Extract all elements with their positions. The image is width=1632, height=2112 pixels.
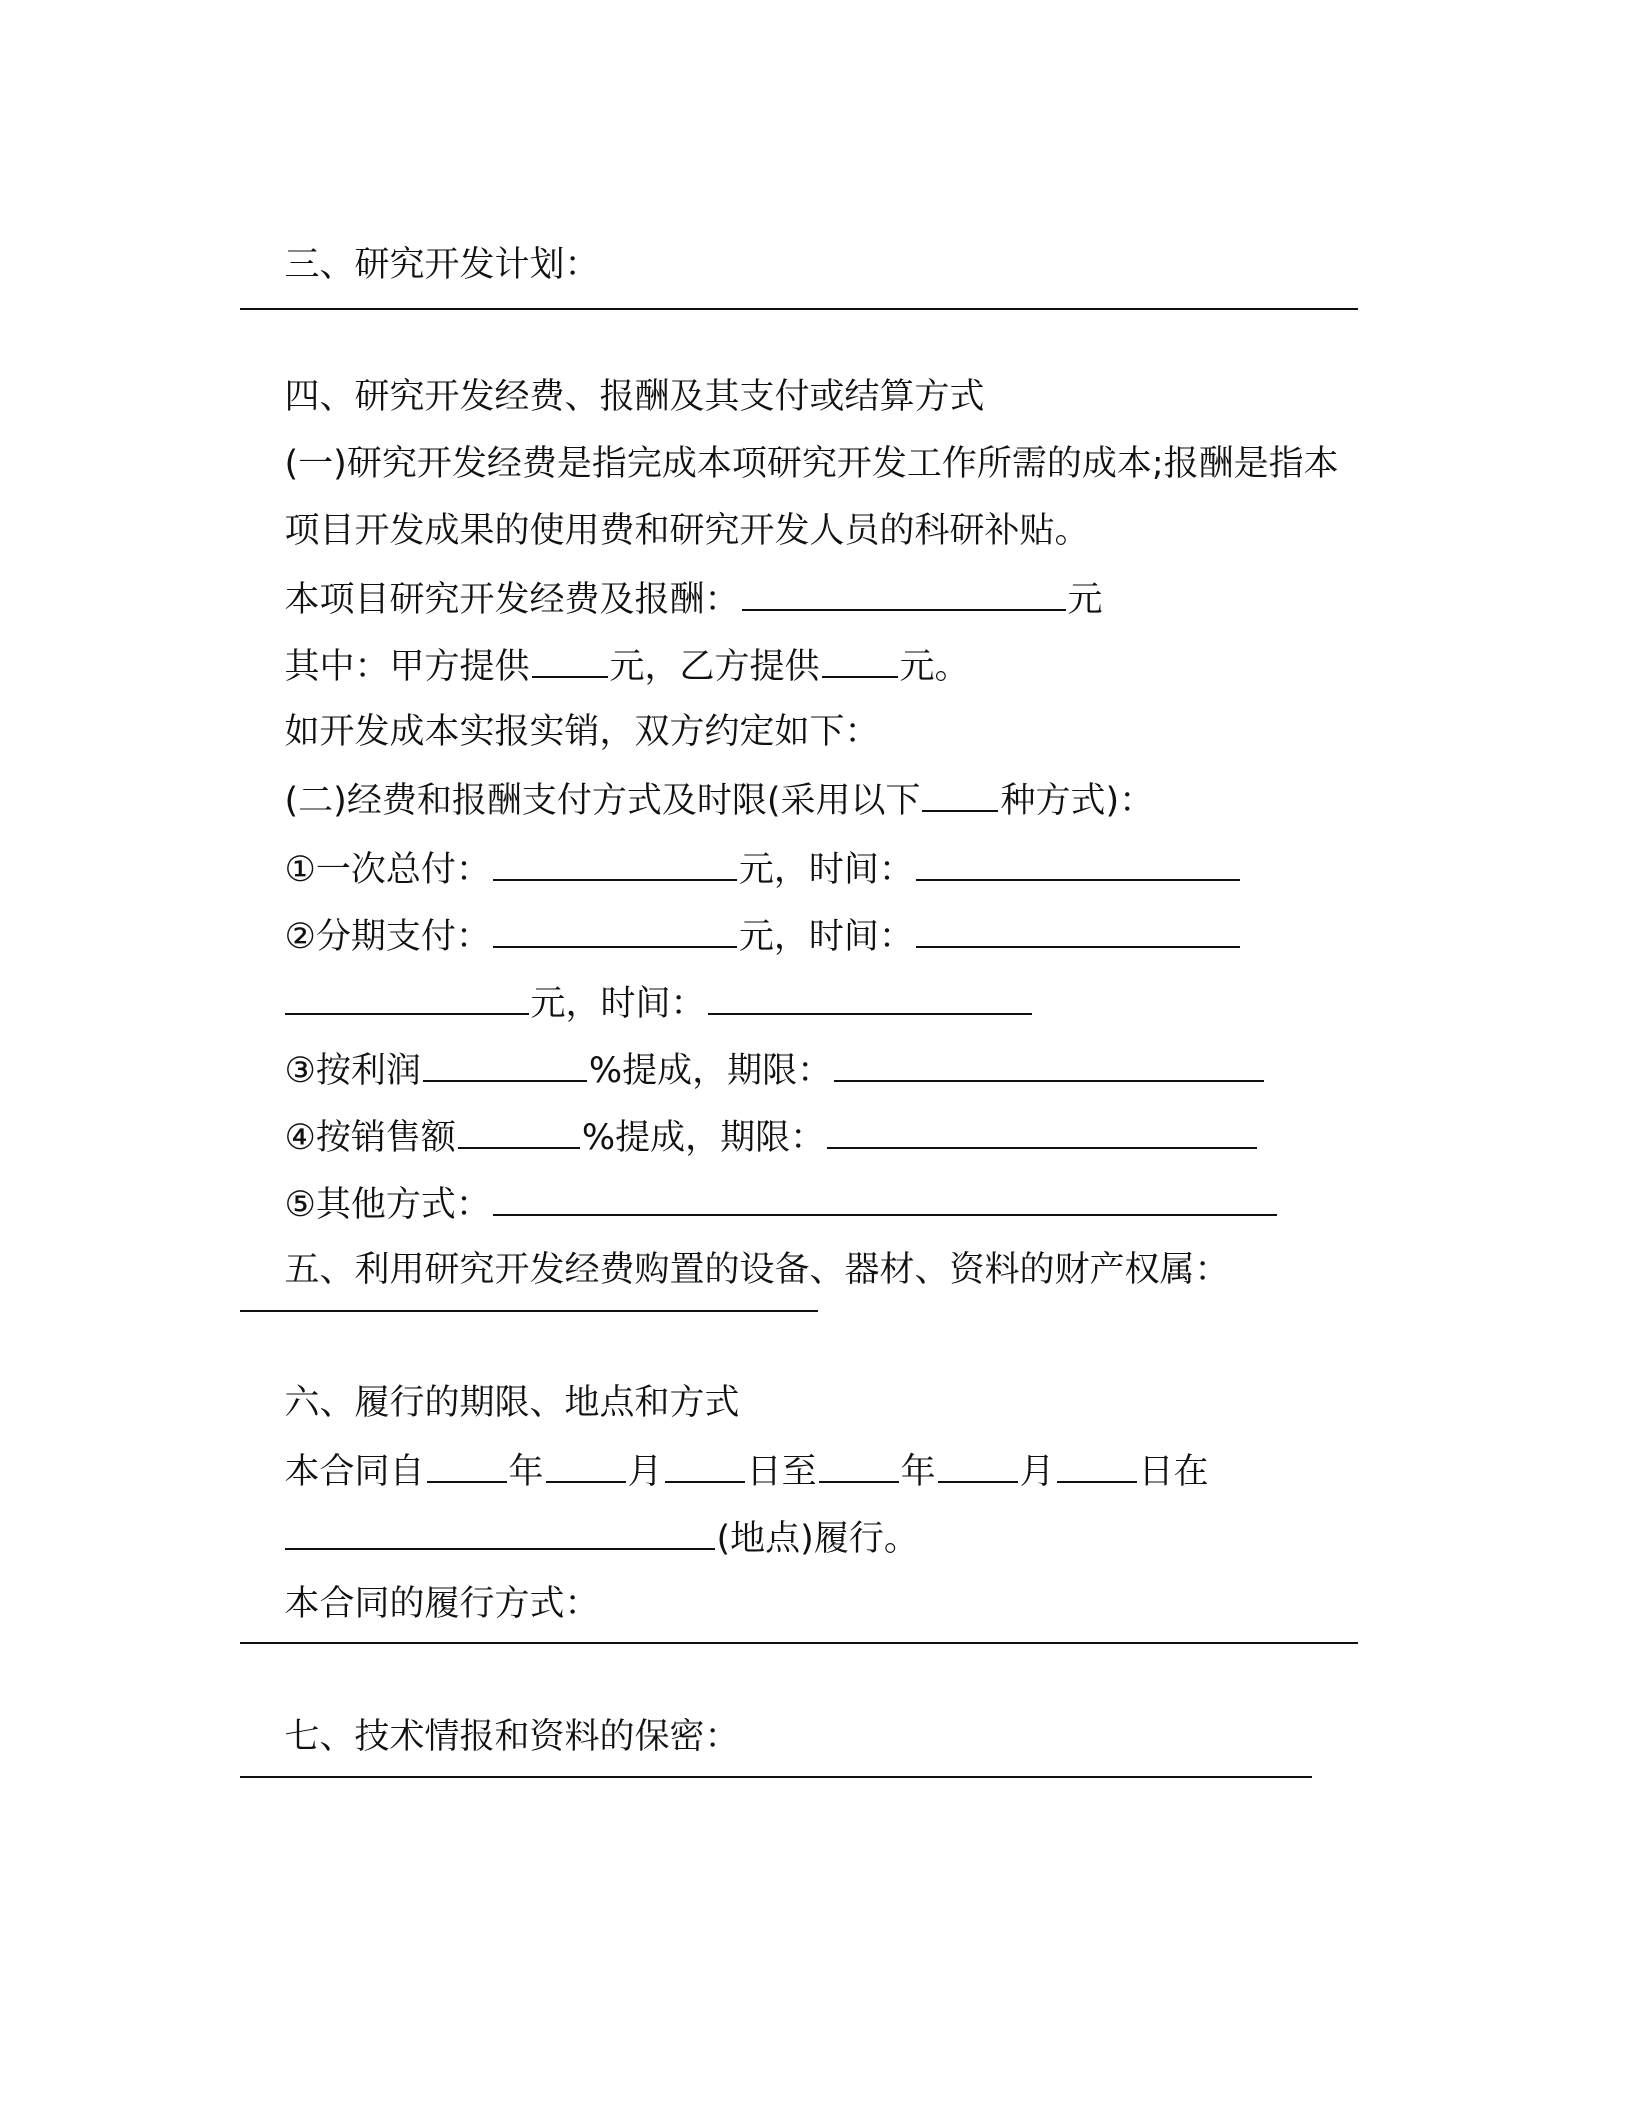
fee-split-line: 其中：甲方提供 元，乙方提供 元。: [240, 596, 970, 736]
option-4-line: ④按销售额 %提成，期限：: [240, 1067, 1259, 1207]
section-7-heading: 七、技术情报和资料的保密：: [284, 1717, 740, 1757]
option-1-line: ①一次总付： 元，时间：: [240, 799, 1242, 939]
section-6-heading: 六、履行的期限、地点和方式: [284, 1383, 740, 1423]
section-4-heading: 四、研究开发经费、报酬及其支付或结算方式: [284, 377, 985, 417]
option-5-line: ⑤其他方式：: [240, 1134, 1279, 1274]
section-7-blank-rule[interactable]: [240, 1776, 1312, 1778]
method-blank-rule[interactable]: [240, 1642, 1358, 1644]
contract-date-line: 本合同自 年 月 日至 年 月 日在: [240, 1401, 1209, 1541]
end-month-blank[interactable]: [938, 1447, 1018, 1483]
payment-method-line: (二)经费和报酬支付方式及时限(采用以下 种方式)：: [240, 730, 1154, 870]
section-3-blank-rule[interactable]: [240, 308, 1358, 310]
section-4-para1-line1: (一)研究开发经费是指完成本项研究开发工作所需的成本;报酬是指本: [284, 444, 1339, 484]
section-4-para1-line2: 项目开发成果的使用费和研究开发人员的科研补贴。: [284, 511, 1090, 551]
option-3-line: ③按利润 %提成，期限：: [240, 1000, 1266, 1140]
place-line: (地点)履行。: [240, 1468, 919, 1608]
actual-cost-line: 如开发成本实报实销，双方约定如下：: [284, 712, 880, 752]
section-5-heading: 五、利用研究开发经费购置的设备、器材、资料的财产权属：: [284, 1250, 1230, 1290]
section-3-heading: 三、研究开发计划：: [284, 245, 600, 285]
end-day-blank[interactable]: [1057, 1447, 1137, 1483]
total-fee-line: 本项目研究开发经费及报酬： 元: [240, 529, 1103, 669]
method-label-line: 本合同的履行方式：: [284, 1584, 600, 1624]
section-5-blank-rule[interactable]: [240, 1310, 818, 1312]
option-2-line: ②分期支付： 元，时间：: [240, 866, 1242, 1006]
option-2b-line: 元，时间：: [240, 933, 1034, 1073]
